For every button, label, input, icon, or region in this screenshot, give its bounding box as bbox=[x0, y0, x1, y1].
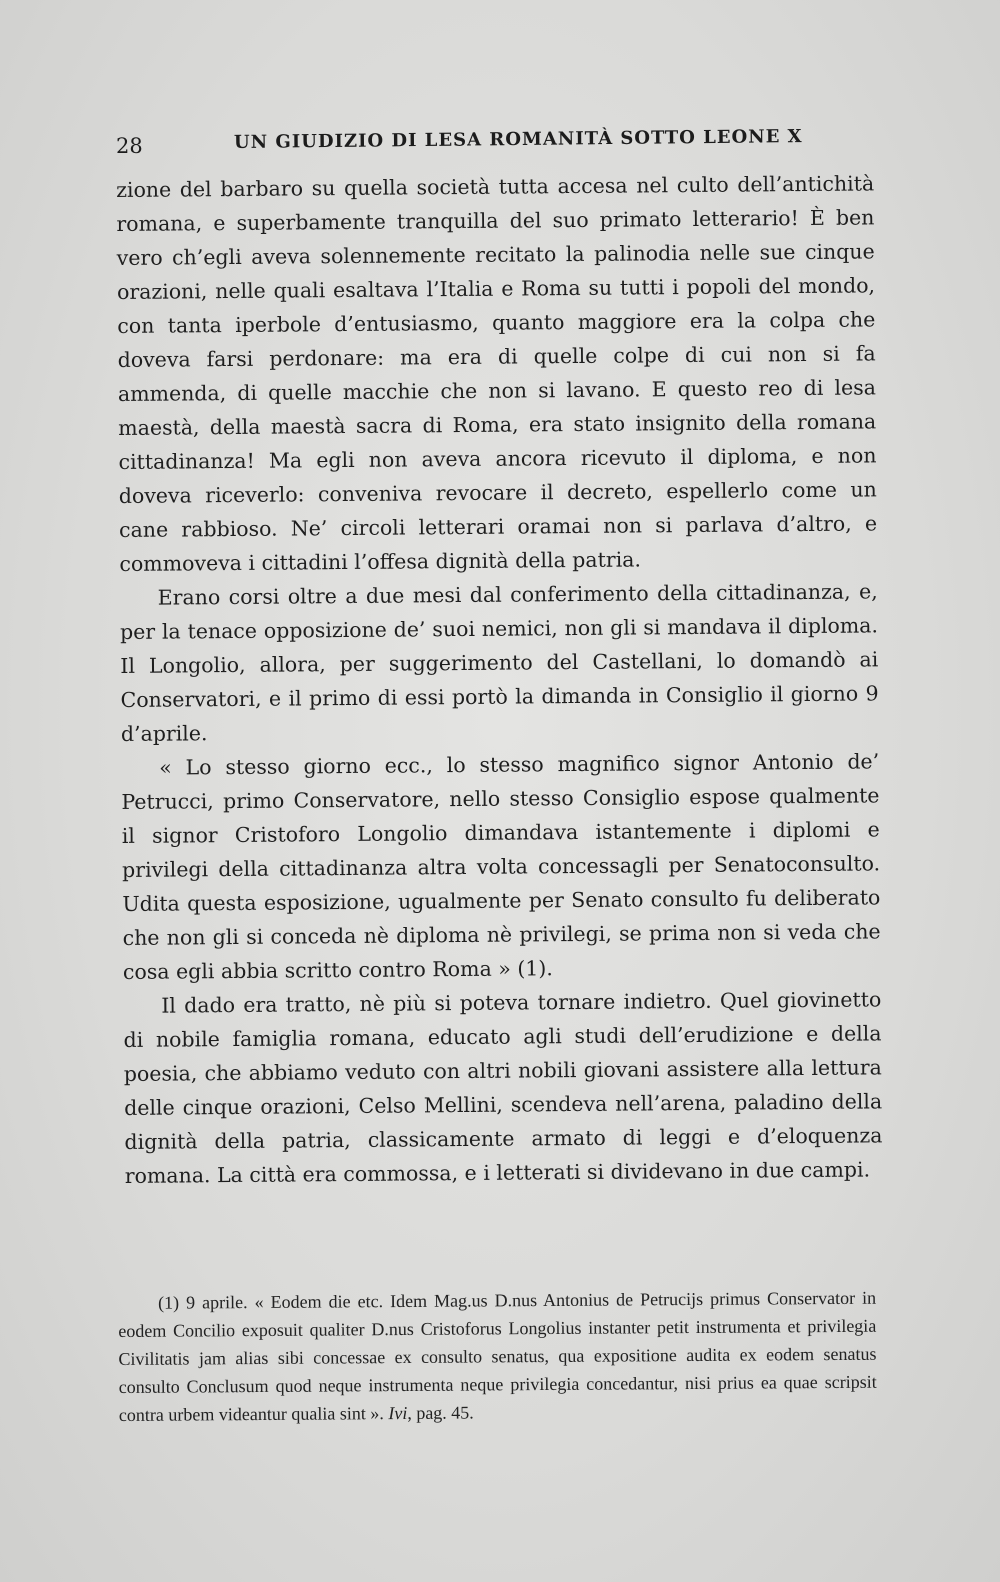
footnote-reference: Ivi bbox=[388, 1402, 408, 1424]
page-header bbox=[116, 124, 876, 164]
running-title: UN GIUDIZIO DI LESA ROMANITÀ SOTTO LEONE X bbox=[233, 126, 803, 153]
paragraph: « Lo stesso giorno ecc., lo stesso magnifico signor Antonio de’ Petrucci, primo Conservatore, nello stesso Consiglio espose qualmente il signor Cristoforo Longolio dimandava istantemente i diplomi e privilegi della cittadinanza altra volta concessagli per Senatoconsulto. Udita questa esposizione, ugualmente per Senato consulto fu deliberato che non gli si conceda nè diploma nè privilegi, se prima non si veda che cosa egli abbia scritto contro Roma » (1). bbox=[121, 749, 881, 984]
paragraph: Il dado era tratto, nè più si poteva tornare indietro. Quel giovinetto di nobile famiglia romana, educato agli studi dell’erudizione e della poesia, che abbiamo veduto con altri nobili giovani assistere alla lettura delle cinque orazioni, Celso Mellini, scendeva nell’arena, paladino della dignità della patria, classicamente armato di leggi e d’eloquenza romana. La città era commossa, e i letterati si dividevano in due campi. bbox=[123, 987, 883, 1188]
body-text bbox=[116, 166, 883, 1193]
page-number: 28 bbox=[116, 134, 143, 158]
footnote bbox=[118, 1284, 877, 1429]
footnote-page: , pag. 45. bbox=[407, 1402, 474, 1423]
paragraph: zione del barbaro su quella società tutta accesa nel culto dell’antichità romana, e superbamente tranquilla del suo primato letterario! È ben vero ch’egli aveva solennemente recitato la palinodia nelle sue cinque orazioni, nelle quali esaltava l’Italia e Roma su tutti i popoli del mondo, con tanta iperbole d’entusiasmo, quanto maggiore era la colpa che doveva farsi perdonare: ma era di quelle colpe di cui non si fa ammenda, di quelle macchie che non si lavano. E questo reo di lesa maestà, della maestà sacra di Roma, era stato insignito della romana cittadinanza! Ma egli non aveva ancora ricevuto il diploma, e non doveva riceverlo: conveniva revocare il decreto, espellerlo come un cane rabbioso. Ne’ circoli letterari oramai non si parlava d’altro, e commoveva i cittadini l’offesa dignità della patria. bbox=[116, 171, 878, 576]
footnote-text: (1) 9 aprile. « Eodem die etc. Idem Mag.us D.nus Antonius de Petrucijs primus Conservator in eodem Concilio exposuit qualiter D.nus Cristoforus Longolius instanter petit instrumenta et privilegia Civilitatis jam alias sibi concessae ex consulto senatus, qua expositione audita ex eodem senatus consulto Conclusum quod neque instrumenta neque privilegia concedantur, nisi prius ea quae scripsit contra urbem videantur qualia sint ». bbox=[118, 1287, 877, 1425]
paragraph: Erano corsi oltre a due mesi dal conferimento della cittadinanza, e, per la tenace opposizione de’ suoi nemici, non gli si mandava il diploma. Il Longolio, allora, per suggerimento del Castellani, lo domandò ai Conservatori, e il primo di essi portò la dimanda in Consiglio il giorno 9 d’aprile. bbox=[119, 579, 879, 746]
